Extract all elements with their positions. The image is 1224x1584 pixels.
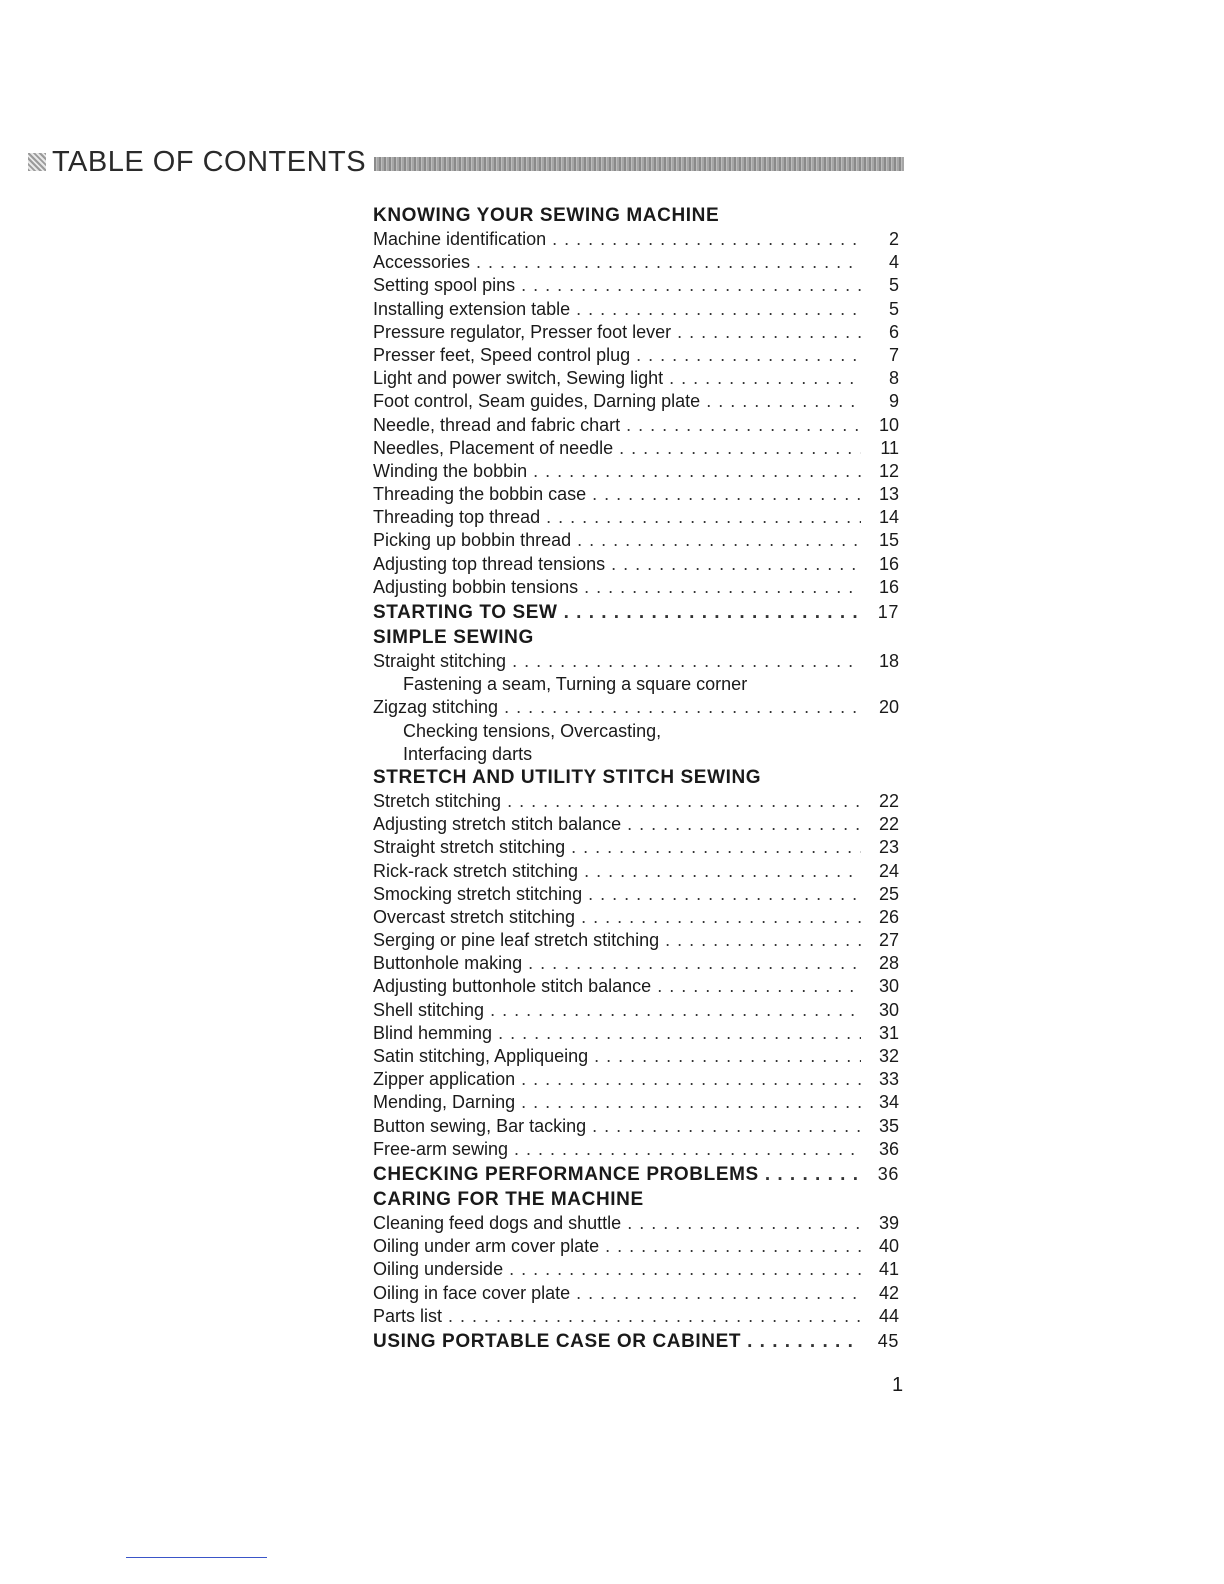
dot-leader xyxy=(521,274,861,297)
toc-entry-title: Winding the bobbin xyxy=(373,460,528,481)
dot-leader xyxy=(747,1328,861,1355)
toc-entry[interactable] xyxy=(373,321,899,344)
toc-entry-page: 18 xyxy=(878,651,899,671)
toc-entry-page: 5 xyxy=(888,298,899,319)
toc-entry-page: 10 xyxy=(878,414,899,435)
header-rule xyxy=(374,157,904,171)
toc-entry-page: 36 xyxy=(877,1163,899,1184)
toc-entry-page: 22 xyxy=(878,790,899,811)
dot-leader xyxy=(665,929,861,952)
dot-leader xyxy=(594,1045,861,1068)
toc-entry[interactable] xyxy=(373,576,899,599)
toc-entry-page: 11 xyxy=(880,437,899,458)
dot-leader xyxy=(564,599,861,626)
dot-leader xyxy=(605,1235,861,1258)
toc-entry-title: Needle, thread and fabric chart xyxy=(373,414,621,435)
toc-entry-page: 42 xyxy=(878,1282,899,1303)
toc-entry-title: Adjusting buttonhole stitch balance xyxy=(373,976,652,997)
toc-entry-title: Adjusting stretch stitch balance xyxy=(373,814,622,835)
dot-leader xyxy=(636,344,861,367)
dot-leader xyxy=(552,228,861,251)
table-of-contents xyxy=(373,204,899,1355)
toc-entry-page: 36 xyxy=(878,1138,899,1159)
toc-entry-page: 34 xyxy=(878,1092,899,1113)
toc-entry[interactable] xyxy=(373,999,899,1022)
toc-major-entry[interactable] xyxy=(373,1328,899,1355)
toc-entry-title: Light and power switch, Sewing light xyxy=(373,368,664,389)
toc-entry[interactable] xyxy=(373,952,899,975)
toc-entry-page: 39 xyxy=(878,1212,899,1233)
toc-major-entry[interactable] xyxy=(373,1161,899,1188)
dot-leader xyxy=(533,460,861,483)
toc-entry[interactable] xyxy=(373,367,899,390)
toc-entry[interactable] xyxy=(373,390,899,413)
toc-entry[interactable] xyxy=(373,344,899,367)
toc-entry-title: Adjusting bobbin tensions xyxy=(373,576,579,597)
toc-entry[interactable] xyxy=(373,228,899,251)
toc-entry-title: Shell stitching xyxy=(373,999,485,1020)
dot-leader xyxy=(504,696,861,719)
toc-entry-title: Blind hemming xyxy=(373,1022,493,1043)
toc-entry-page: 31 xyxy=(878,1022,899,1043)
dot-leader xyxy=(588,883,861,906)
toc-entry-title: Setting spool pins xyxy=(373,275,516,296)
toc-entry[interactable] xyxy=(373,650,899,673)
toc-entry-title: Threading the bobbin case xyxy=(373,484,587,505)
dot-leader xyxy=(627,813,861,836)
toc-entry-page: 17 xyxy=(877,602,899,622)
toc-subtopics: Checking tensions, Overcasting, xyxy=(403,720,662,741)
dot-leader xyxy=(584,860,861,883)
toc-entry-title: Accessories xyxy=(373,252,471,273)
toc-entry-title: Cleaning feed dogs and shuttle xyxy=(373,1212,622,1233)
toc-entry[interactable] xyxy=(373,1235,899,1258)
toc-entry[interactable] xyxy=(373,1212,899,1235)
dot-leader xyxy=(521,1068,861,1091)
toc-entry[interactable] xyxy=(373,1045,899,1068)
toc-entry-title: Smocking stretch stitching xyxy=(373,883,583,904)
toc-entry[interactable] xyxy=(373,929,899,952)
toc-entry[interactable] xyxy=(373,1282,899,1305)
toc-entry-title: Zigzag stitching xyxy=(373,697,499,718)
toc-entry[interactable] xyxy=(373,251,899,274)
toc-entry-title: CHECKING PERFORMANCE PROBLEMS xyxy=(373,1163,759,1185)
toc-header xyxy=(28,142,904,182)
dot-leader xyxy=(571,836,861,859)
toc-entry-page: 16 xyxy=(878,553,899,574)
toc-entry-title: Adjusting top thread tensions xyxy=(373,553,606,574)
toc-entry-page: 28 xyxy=(878,953,899,974)
dot-leader xyxy=(592,1115,861,1138)
toc-entry[interactable] xyxy=(373,414,899,437)
dot-leader xyxy=(514,1138,861,1161)
dot-leader xyxy=(448,1305,861,1328)
dot-leader xyxy=(592,483,861,506)
toc-entry-page: 15 xyxy=(878,530,899,551)
dot-leader xyxy=(765,1161,861,1188)
toc-entry-title: USING PORTABLE CASE OR CABINET xyxy=(373,1330,742,1352)
toc-entry-title: Zipper application xyxy=(373,1069,516,1090)
toc-entry[interactable] xyxy=(373,1258,899,1281)
dot-leader xyxy=(576,1282,861,1305)
toc-entry-title: Buttonhole making xyxy=(373,953,523,974)
toc-entry[interactable] xyxy=(373,836,899,859)
toc-entry[interactable] xyxy=(373,883,899,906)
dot-leader xyxy=(490,999,861,1022)
toc-entry-page: 32 xyxy=(878,1046,899,1066)
toc-entry-page: 45 xyxy=(877,1330,899,1351)
toc-entry-page: 35 xyxy=(878,1115,899,1136)
toc-entry-page: 7 xyxy=(888,344,899,365)
footer-divider xyxy=(126,1557,267,1558)
toc-entry[interactable] xyxy=(373,975,899,998)
page-number: 1 xyxy=(892,1374,904,1396)
toc-entry[interactable] xyxy=(373,298,899,321)
dot-leader xyxy=(677,321,861,344)
toc-entry-page: 13 xyxy=(878,484,899,505)
dot-leader xyxy=(507,790,861,813)
toc-entry-title: Parts list xyxy=(373,1305,443,1326)
toc-entry-title: Serging or pine leaf stretch stitching xyxy=(373,930,660,951)
toc-entry-page: 44 xyxy=(878,1305,899,1326)
toc-entry-title: Pressure regulator, Presser foot lever xyxy=(373,321,672,342)
toc-entry-page: 6 xyxy=(888,321,899,342)
toc-entry[interactable] xyxy=(373,1138,899,1161)
toc-entry-title: Rick-rack stretch stitching xyxy=(373,860,579,881)
toc-entry-title: Oiling in face cover plate xyxy=(373,1282,571,1303)
dot-leader xyxy=(669,367,861,390)
toc-entry[interactable] xyxy=(373,437,899,460)
toc-entry-page: 24 xyxy=(878,860,899,881)
toc-entry-page: 12 xyxy=(878,460,899,481)
toc-entry-page: 4 xyxy=(888,252,899,273)
toc-entry-title: Foot control, Seam guides, Darning plate xyxy=(373,391,701,412)
toc-entry[interactable] xyxy=(373,1068,899,1091)
dot-leader xyxy=(498,1022,861,1045)
toc-entry[interactable] xyxy=(373,460,899,483)
toc-entry-page: 27 xyxy=(878,930,899,951)
toc-entry-title: Threading top thread xyxy=(373,507,541,528)
toc-entry[interactable] xyxy=(373,553,899,576)
toc-entry[interactable] xyxy=(373,274,899,297)
toc-entry-page: 30 xyxy=(878,999,899,1020)
toc-entry[interactable] xyxy=(373,1091,899,1114)
toc-section-heading: SIMPLE SEWING xyxy=(373,627,534,648)
toc-entry-title: Presser feet, Speed control plug xyxy=(373,344,631,365)
toc-major-entry[interactable] xyxy=(373,599,899,626)
dot-leader xyxy=(706,390,861,413)
dot-leader xyxy=(619,437,861,460)
toc-entry-page: 8 xyxy=(888,368,899,389)
toc-entry[interactable] xyxy=(373,696,899,719)
page-title: TABLE OF CONTENTS xyxy=(52,145,367,178)
toc-entry-page: 30 xyxy=(878,976,899,997)
dot-leader xyxy=(521,1091,861,1114)
toc-section-heading: STRETCH AND UTILITY STITCH SEWING xyxy=(373,766,762,788)
toc-entry[interactable] xyxy=(373,1115,899,1138)
toc-entry-title: Straight stretch stitching xyxy=(373,837,566,858)
toc-entry-page: 5 xyxy=(888,275,899,296)
toc-entry-page: 22 xyxy=(878,814,899,835)
toc-entry-title: Satin stitching, Appliqueing xyxy=(373,1046,589,1066)
toc-entry-title: Oiling underside xyxy=(373,1259,504,1280)
toc-entry-page: 23 xyxy=(878,837,899,858)
dot-leader xyxy=(657,975,861,998)
toc-entry-title: Oiling under arm cover plate xyxy=(373,1236,600,1257)
toc-subtopics: Fastening a seam, Turning a square corner xyxy=(403,674,748,695)
toc-entry-page: 33 xyxy=(878,1069,899,1090)
toc-entry-title: Straight stitching xyxy=(373,651,507,671)
toc-entry[interactable] xyxy=(373,813,899,836)
toc-entry[interactable] xyxy=(373,529,899,552)
toc-entry[interactable] xyxy=(373,1022,899,1045)
toc-entry-page: 16 xyxy=(878,576,899,597)
toc-entry-title: Stretch stitching xyxy=(373,790,502,811)
toc-entry-page: 40 xyxy=(878,1236,899,1257)
header-bullet-icon xyxy=(28,153,46,171)
toc-subtopics: Interfacing darts xyxy=(403,743,533,764)
toc-entry-title: STARTING TO SEW xyxy=(373,602,558,623)
toc-entry-title: Overcast stretch stitching xyxy=(373,906,576,927)
toc-section-heading: KNOWING YOUR SEWING MACHINE xyxy=(373,205,720,226)
toc-entry-title: Button sewing, Bar tacking xyxy=(373,1115,587,1136)
dot-leader xyxy=(476,251,861,274)
toc-entry[interactable] xyxy=(373,483,899,506)
toc-entry-page: 9 xyxy=(888,391,899,412)
toc-entry[interactable] xyxy=(373,1305,899,1328)
toc-section-heading: CARING FOR THE MACHINE xyxy=(373,1188,644,1210)
dot-leader xyxy=(546,506,861,529)
toc-entry-page: 41 xyxy=(878,1259,899,1280)
toc-entry[interactable] xyxy=(373,906,899,929)
dot-leader xyxy=(627,1212,861,1235)
toc-entry-page: 26 xyxy=(878,906,899,927)
toc-entry-title: Picking up bobbin thread xyxy=(373,530,572,551)
toc-entry-page: 14 xyxy=(878,507,899,528)
toc-entry-page: 2 xyxy=(888,229,899,249)
toc-entry[interactable] xyxy=(373,790,899,813)
dot-leader xyxy=(611,553,861,576)
toc-entry-title: Mending, Darning xyxy=(373,1092,516,1113)
toc-entry[interactable] xyxy=(373,506,899,529)
toc-entry[interactable] xyxy=(373,860,899,883)
toc-entry-title: Machine identification xyxy=(373,229,547,249)
dot-leader xyxy=(528,952,861,975)
dot-leader xyxy=(584,576,861,599)
toc-entry-title: Installing extension table xyxy=(373,298,571,319)
dot-leader xyxy=(576,298,861,321)
toc-entry-page: 25 xyxy=(878,883,899,904)
dot-leader xyxy=(509,1258,861,1281)
dot-leader xyxy=(577,529,861,552)
toc-entry-title: Free-arm sewing xyxy=(373,1138,509,1159)
toc-entry-page: 20 xyxy=(878,697,899,718)
dot-leader xyxy=(626,414,861,437)
toc-entry-title: Needles, Placement of needle xyxy=(373,437,614,458)
dot-leader xyxy=(512,650,861,673)
dot-leader xyxy=(581,906,861,929)
